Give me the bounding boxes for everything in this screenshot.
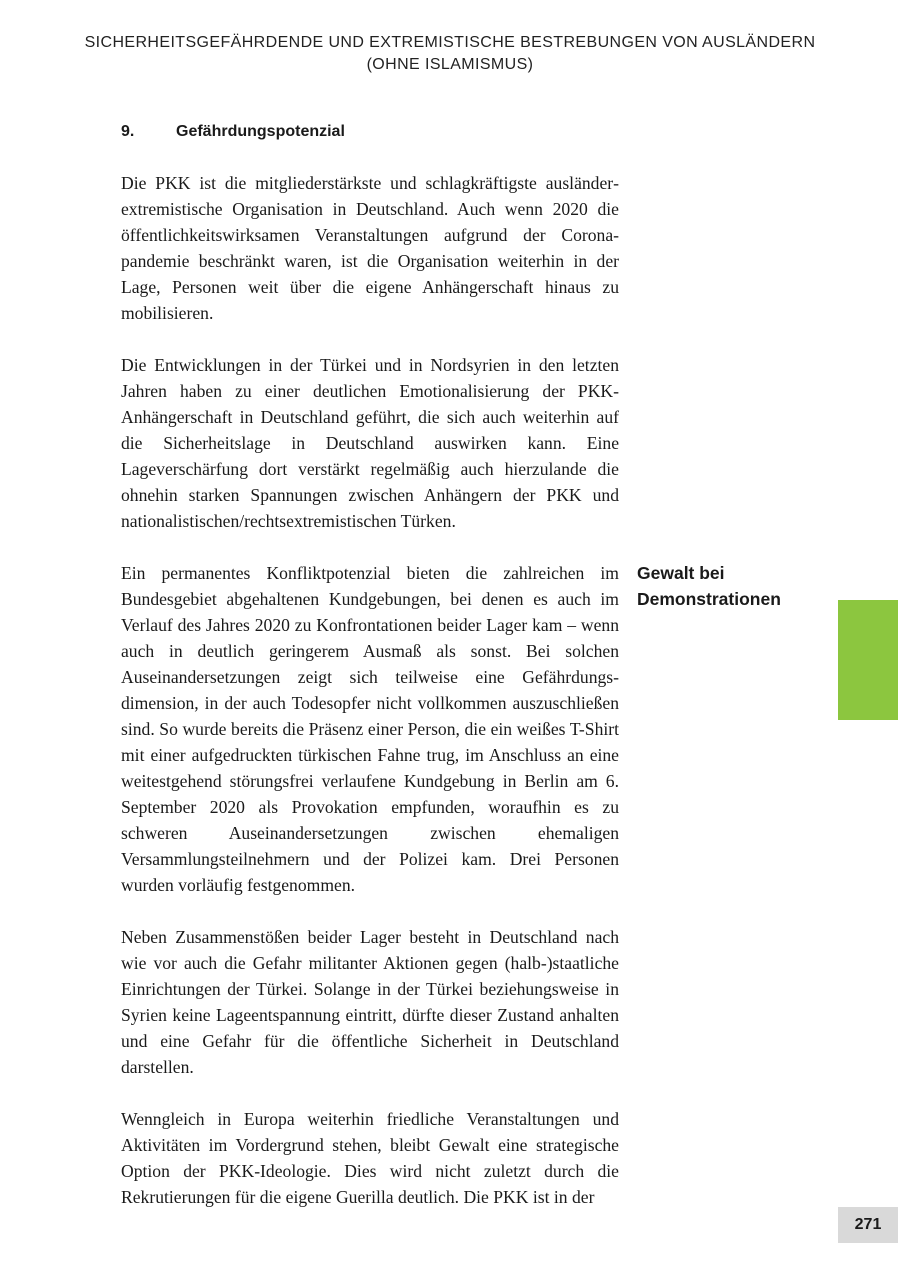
section-heading — [121, 120, 345, 144]
running-header-line-2: (OHNE ISLAMISMUS) — [366, 56, 534, 73]
section-title: Gefährdungspotenzial — [176, 123, 345, 140]
running-header-line-1: SICHERHEITSGEFÄHRDENDE UND EXTREMISTISCHE BESTREBUNGEN VON AUSLÄNDERN — [84, 34, 816, 51]
margin-note-line-1: Gewalt bei — [637, 563, 725, 583]
paragraph: Wenngleich in Europa weiterhin friedliche Veranstaltungen und Aktivitäten im Vordergrund stehen, bleibt Gewalt eine strategische Option der PKK-Ideologie. Dies wird nicht zuletzt durch die Rekrutierungen für die eigene Guerilla deutlich. Die PKK ist in der — [121, 1109, 619, 1207]
body-text — [121, 170, 619, 1236]
paragraph: Die Entwicklungen in der Türkei und in Nordsyrien in den letzten Jahren haben zu einer deutlichen Emotionalisierung der PKK-Anhängerschaft in Deutschland geführt, die sich auch weiterhin auf die Sicherheitslage in Deutschland auswirken kann. Eine Lageverschärfung dort verstärkt regelmäßig auch hierzulande die ohnehin starken Spannungen zwischen Anhängern der PKK und nationalistischen/rechtsextremistischen Türken. — [121, 355, 619, 531]
paragraph: Ein permanentes Konfliktpotenzial bieten die zahlreichen im Bundesgebiet abgehaltenen Kundgebungen, bei denen es auch im Verlauf des Jahres 2020 zu Konfrontationen beider Lager kam – wenn auch in deutlich geringerem Ausmaß als sonst. Bei solchen Auseinandersetzungen zeigt sich teilweise eine Gefährdungsdimension, in der auch Todesopfer nicht vollkommen auszuschließen sind. So wurde bereits die Präsenz einer Person, die ein weißes T-Shirt mit einer aufgedruckten türkischen Fahne trug, im Anschluss an eine weitestgehend störungsfrei verlaufene Kundgebung in Berlin am 6. September 2020 als Provokation empfunden, woraufhin es zu schweren Auseinandersetzungen zwischen ehemaligen Versammlungsteilnehmern und der Polizei kam. Drei Personen wurden vorläufig festgenommen. — [121, 563, 619, 895]
paragraph: Neben Zusammenstößen beider Lager besteht in Deutschland nach wie vor auch die Gefahr militanter Aktionen gegen (halb-)staatliche Einrichtungen der Türkei. Solange in der Türkei beziehungsweise in Syrien keine Lageentspannung eintritt, dürfte dieser Zustand anhalten und eine Gefahr für die öffentliche Sicherheit in Deutschland darstellen. — [121, 927, 619, 1077]
margin-note — [637, 560, 817, 612]
running-header — [0, 32, 900, 76]
margin-note-line-2: Demonstrationen — [637, 589, 781, 609]
chapter-tab — [838, 600, 898, 720]
paragraph: Die PKK ist die mitgliederstärkste und schlagkräftigste ausländerextremistische Organisation in Deutschland. Auch wenn 2020 die öffentlichkeitswirksamen Veranstaltungen aufgrund der Coronapandemie beschränkt waren, ist die Organisation weiterhin in der Lage, Personen weit über die eigene Anhängerschaft hinaus zu mobilisieren. — [121, 173, 619, 323]
section-number: 9. — [121, 123, 135, 140]
page-number: 271 — [838, 1207, 898, 1243]
